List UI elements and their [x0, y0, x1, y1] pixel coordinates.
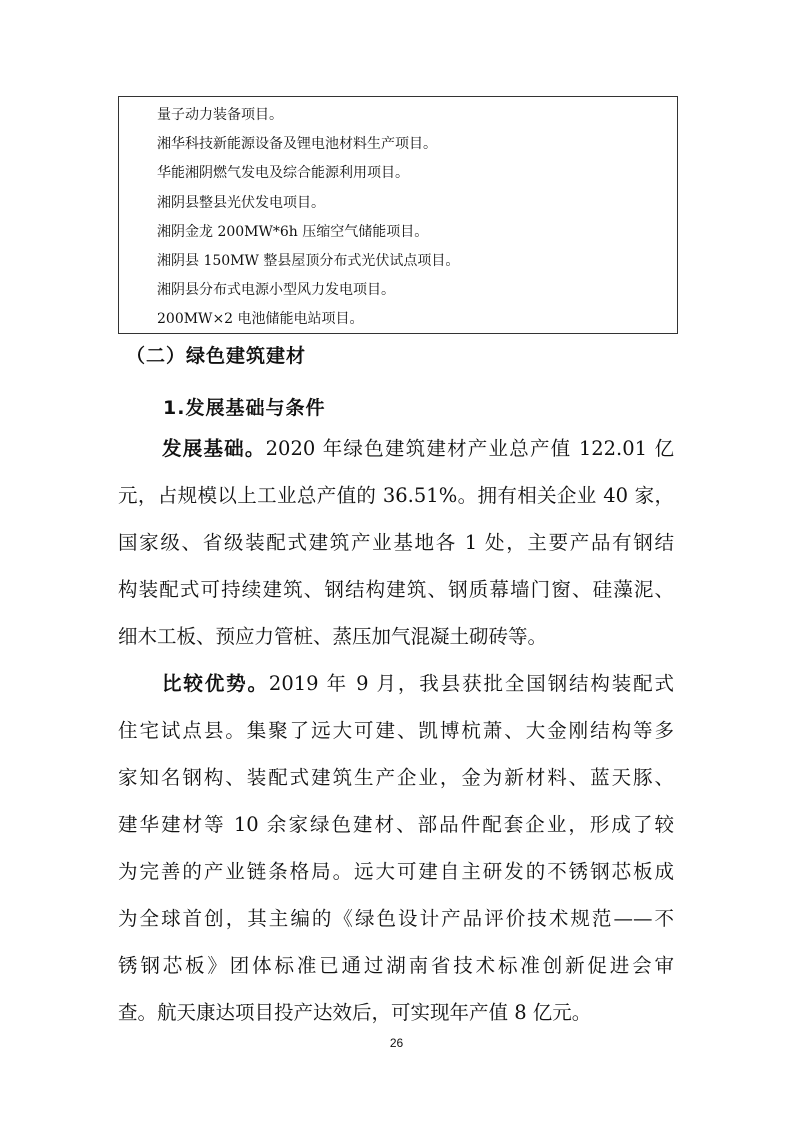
- paragraph-line: 锈钢芯板》团体标准已通过湖南省技术标准创新促进会审: [118, 954, 674, 977]
- project-item: 量子动力装备项目。: [157, 107, 283, 123]
- paragraph-line: [162, 669, 674, 699]
- project-item: 湘阴县分布式电源小型风力发电项目。: [157, 282, 395, 299]
- paragraph-line: [162, 434, 674, 464]
- paragraph-line: 为完善的产业链条格局。远大可建自主研发的不锈钢芯板成: [118, 860, 674, 883]
- project-list-box: [118, 96, 678, 334]
- project-item: 湘华科技新能源设备及锂电池材料生产项目。: [157, 136, 437, 153]
- project-item: 湘阴县 150MW 整县屋顶分布式光伏试点项目。: [157, 252, 460, 269]
- paragraph-line: 查。航天康达项目投产达效后，可实现年产值 8 亿元。: [118, 1001, 592, 1024]
- project-item: 200MW×2 电池储能电站项目。: [157, 311, 364, 328]
- paragraph-lead: 比较优势。: [162, 672, 269, 695]
- paragraph-lead: 发展基础。: [162, 437, 266, 460]
- subsection-heading: 1.发展基础与条件: [163, 397, 326, 419]
- paragraph-line: 细木工板、预应力管桩、蒸压加气混凝土砌砖等。: [118, 625, 548, 648]
- paragraph-line: 建华建材等 10 余家绿色建材、部品件配套企业，形成了较: [118, 813, 674, 836]
- paragraph-line: 住宅试点县。集聚了远大可建、凯博杭萧、大金刚结构等多: [118, 719, 674, 742]
- paragraph-line: 家知名钢构、装配式建筑生产企业，金为新材料、蓝天豚、: [118, 766, 674, 789]
- paragraph-line: 为全球首创，其主编的《绿色设计产品评价技术规范——不: [118, 907, 674, 930]
- paragraph-line: 元，占规模以上工业总产值的 36.51%。拥有相关企业 40 家，: [118, 484, 674, 507]
- paragraph-line: 国家级、省级装配式建筑产业基地各 1 处，主要产品有钢结: [118, 531, 674, 554]
- paragraph-text: 2019 年 9 月，我县获批全国钢结构装配式: [268, 672, 674, 695]
- section-heading: （二）绿色建筑建材: [126, 345, 307, 367]
- project-item: 湘阴金龙 200MW*6h 压缩空气储能项目。: [157, 223, 429, 240]
- project-item: 湘阴县整县光伏发电项目。: [157, 194, 325, 211]
- project-item: 华能湘阴燃气发电及综合能源利用项目。: [157, 165, 409, 182]
- paragraph-line: 构装配式可持续建筑、钢结构建筑、钢质幕墙门窗、硅藻泥、: [118, 578, 674, 601]
- paragraph-text: 2020 年绿色建筑建材产业总产值 122.01 亿: [265, 437, 674, 460]
- page-number: 26: [389, 1036, 404, 1050]
